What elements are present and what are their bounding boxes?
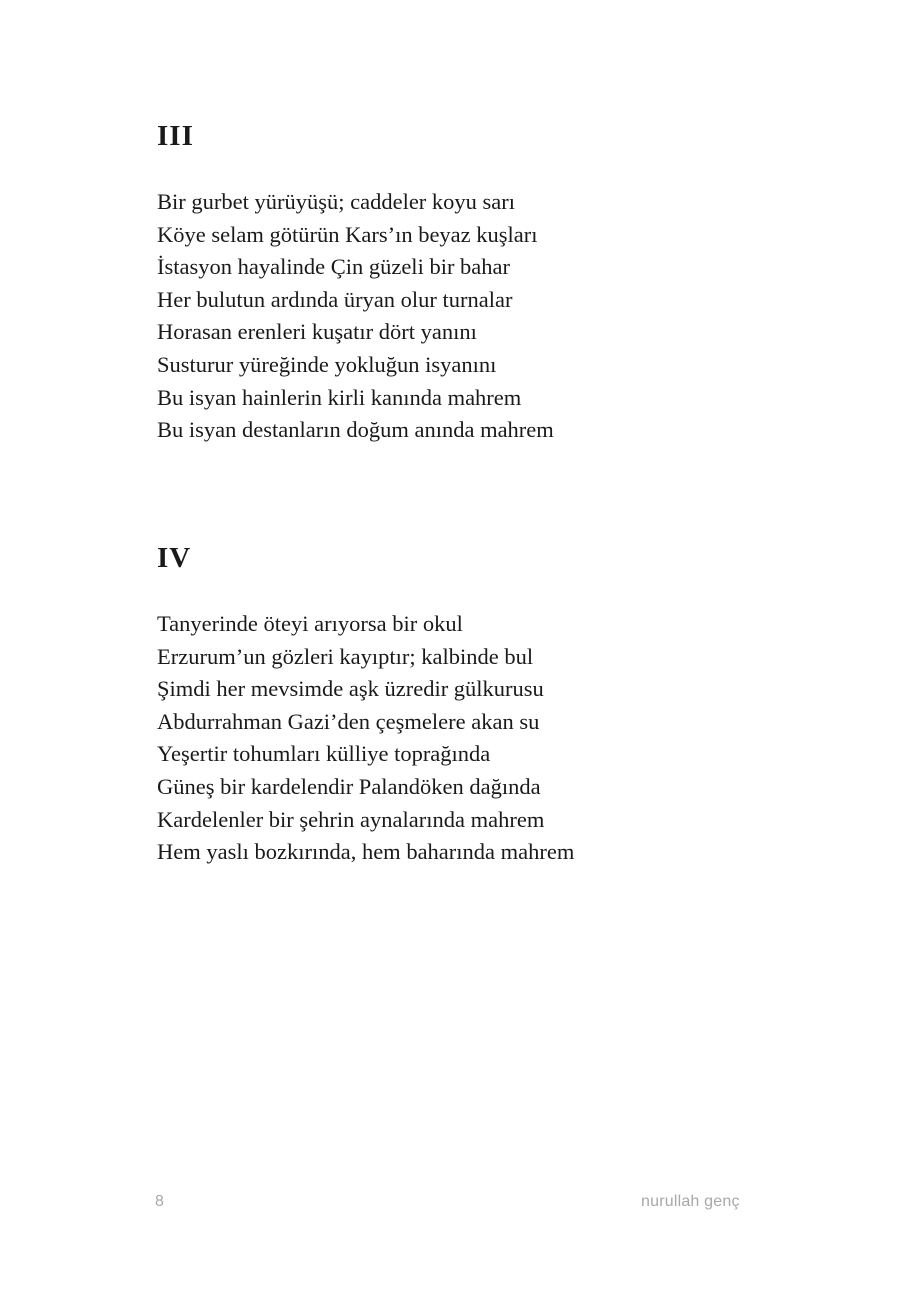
verse-line: Her bulutun ardında üryan olur turnalar [157, 286, 513, 312]
verse-line: Erzurum’un gözleri kayıptır; kalbinde bul [157, 643, 534, 669]
poem-section-iii [157, 118, 777, 447]
running-footer-author: nurullah genç [641, 1193, 740, 1210]
page-number: 8 [155, 1193, 164, 1210]
verse-line: Susturur yüreğinde yokluğun isyanını [157, 351, 497, 377]
verse-line: Köye selam götürün Kars’ın beyaz kuşları [157, 221, 538, 247]
section-heading: III [157, 120, 194, 152]
verse-line: Horasan erenleri kuşatır dört yanını [157, 319, 477, 345]
verse-list [157, 608, 777, 869]
verse-line: Bu isyan destanların doğum anında mahrem [157, 417, 554, 443]
verse-line: İstasyon hayalinde Çin güzeli bir bahar [157, 254, 511, 280]
verse-line: Güneş bir kardelendir Palandöken dağında [157, 773, 541, 799]
verse-line: Bu isyan hainlerin kirli kanında mahrem [157, 384, 522, 410]
section-heading: IV [157, 542, 192, 574]
verse-line: Şimdi her mevsimde aşk üzredir gülkurusu [157, 676, 544, 702]
verse-list [157, 186, 777, 447]
verse-line: Tanyerinde öteyi arıyorsa bir okul [157, 611, 463, 636]
verse-line: Hem yaslı bozkırında, hem baharında mahrem [157, 839, 575, 865]
poem-section-iv [157, 540, 777, 869]
verse-line: Yeşertir tohumları külliye toprağında [157, 741, 491, 767]
verse-line: Kardelenler bir şehrin aynalarında mahrem [157, 806, 545, 832]
verse-line: Abdurrahman Gazi’den çeşmelere akan su [157, 708, 540, 734]
verse-line: Bir gurbet yürüyüşü; caddeler koyu sarı [157, 189, 516, 214]
